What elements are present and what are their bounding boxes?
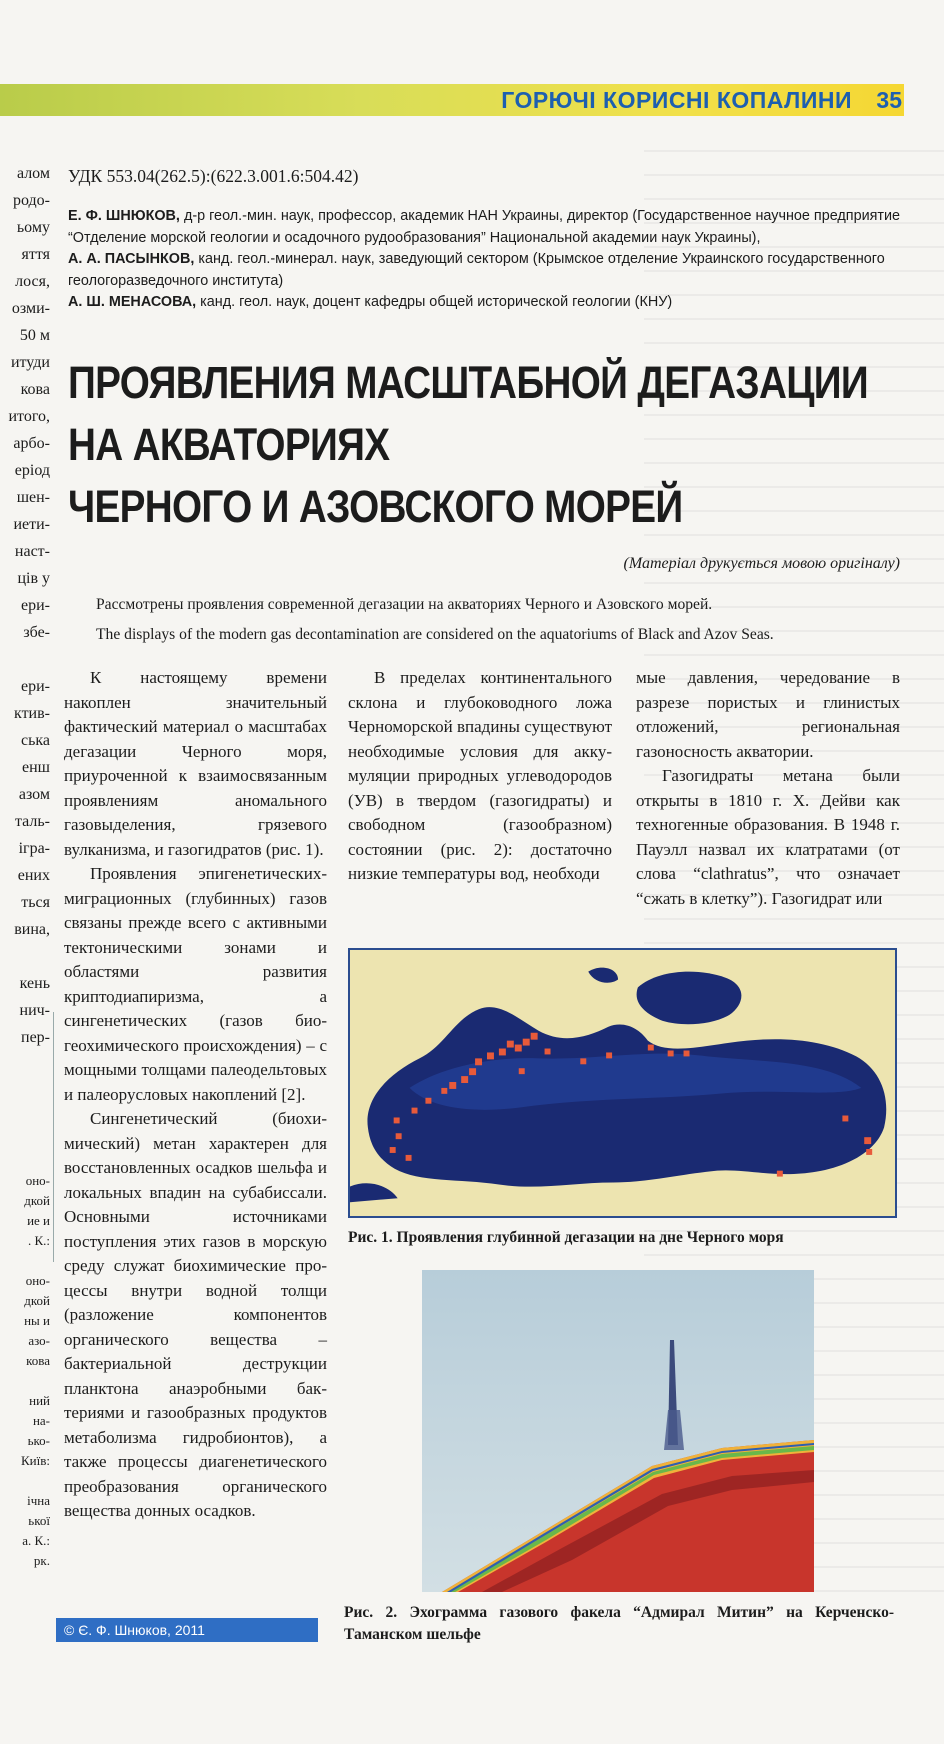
fragment-line: вина, <box>14 921 50 938</box>
fragment-line: азо- <box>28 1333 50 1348</box>
fragment-line: оно- <box>25 1173 50 1188</box>
fragment-line: а. К.: <box>22 1533 50 1548</box>
copyright-bar: © Є. Ф. Шнюков, 2011 <box>56 1618 318 1642</box>
text-column-1 <box>64 666 327 1524</box>
fragment-line <box>0 1371 50 1391</box>
fragment-line: ених <box>17 867 50 884</box>
authors-block <box>68 206 908 314</box>
fragment-line: оно- <box>25 1273 50 1288</box>
fragment-line <box>0 1251 50 1271</box>
paragraph: Газогидраты метана были открыты в 1810 г. Х. Дейви как техногенные образования. В 1948 г. Пауэлл назвал их клатратами (от слова “clathratus”, что означает “сжать в клетку”). Газогидрат или <box>636 766 900 908</box>
paragraph: мые давления, чередование в разрезе пористых и глинистых отложений, региональная газоносность акватории. <box>636 668 900 761</box>
author-details: д-р геол.-мин. наук, профессор, академик НАН Украины, директор (Государственное научное предприятие “Отделение морской геологии и осадочного рудообразования” Национальной академии наук Украины), <box>68 208 901 246</box>
fragment-line: кень <box>19 975 50 992</box>
fragment-line: ьому <box>16 219 50 236</box>
fragment-line: ери- <box>21 597 50 614</box>
fragment-line: ери- <box>21 678 50 695</box>
author-entry <box>68 206 908 249</box>
fragment-line: на- <box>32 1413 50 1428</box>
paragraph: К настоящему времени накоплен значительный фактический материал о масштабах дегазации Черного моря, приуроченной к взаимосвязанным проявлениям аномального газовыделения, грязевого вулканизма, и газогидратов (рис. 1). <box>64 668 327 859</box>
udk-code: УДК 553.04(262.5):(622.3.001.6:504.42) <box>68 166 359 186</box>
fragment-line: яття <box>21 246 50 263</box>
text-column-2 <box>348 666 612 887</box>
title-line: НА АКВАТОРИЯХ <box>68 419 390 470</box>
title-line: ЧЕРНОГО И АЗОВСКОГО МОРЕЙ <box>68 481 683 532</box>
title-line: ПРОЯВЛЕНИЯ МАСШТАБНОЙ ДЕГАЗАЦИИ <box>68 357 869 408</box>
fragment-line: шен- <box>16 489 50 506</box>
black-sea-map-image <box>350 950 895 1216</box>
section-title: ГОРЮЧІ КОРИСНІ КОПАЛИНИ <box>501 87 852 113</box>
fragment-line <box>0 943 50 970</box>
fragment-line: енш <box>22 759 50 776</box>
text-column-3 <box>636 666 900 911</box>
fragment-line: дкой <box>24 1193 50 1208</box>
fragment-line <box>0 646 50 673</box>
figure-2-caption: Рис. 2. Эхограмма газового факела “Адмирал Митин” на Керченско-Таманском шельфе <box>344 1604 894 1643</box>
fragment-line: наст- <box>14 543 50 560</box>
fragment-line: 50 м <box>19 327 50 344</box>
paragraph: В пределах континентального склона и глубоководного ложа Черноморской впадины существуют необходимые условия для аккумуляции природных углеводородов (УВ) в твердом (газогидраты) и свободном (газообразном) состоянии (рис. 2): достаточно низкие температуры вод, необходи <box>348 668 612 883</box>
author-name: Е. Ф. ШНЮКОВ, <box>68 208 180 224</box>
language-note: (Матеріал друкується мовою оригіналу) <box>623 555 900 572</box>
fragment-line: ська <box>20 732 50 749</box>
fragment-line: ько- <box>27 1433 50 1448</box>
fragment-line: лося, <box>15 273 50 290</box>
fragment-line: алом <box>16 165 50 182</box>
fragment-line: арбо- <box>13 435 50 452</box>
fragment-line: иети- <box>13 516 50 533</box>
fragment-line: Київ: <box>21 1453 50 1468</box>
fragment-line: ний <box>29 1393 50 1408</box>
figure-1-caption: Рис. 1. Проявления глубинной дегазации на дне Черного моря <box>348 1229 784 1246</box>
author-details: канд. геол. наук, доцент кафедры общей исторической геологии (КНУ) <box>200 294 673 310</box>
fragment-gap <box>0 1051 50 1171</box>
fragment-line: ької <box>28 1513 50 1528</box>
author-entry <box>68 249 908 292</box>
fragment-line: ны и <box>24 1313 50 1328</box>
fragment-line: азом <box>18 786 50 803</box>
author-name: А. Ш. МЕНАСОВА, <box>68 294 197 310</box>
column-divider <box>53 1012 54 1262</box>
fragment-line: ктив- <box>14 705 50 722</box>
fragment-line: нич- <box>19 1002 50 1019</box>
author-name: А. А. ПАСЫНКОВ, <box>68 251 195 267</box>
fragment-line: ігра- <box>18 840 50 857</box>
fragment-line: кова <box>20 381 50 398</box>
fragment-line: еріод <box>14 462 50 479</box>
author-details: канд. геол.-минерал. наук, заведующий сектором (Крымское отделение Украинского государственного геологоразведочного института) <box>68 251 885 289</box>
fragment-line: кова <box>26 1353 50 1368</box>
fragment-line: ться <box>21 894 50 911</box>
fragment-line <box>0 1471 50 1491</box>
fragment-line: ців у <box>17 570 50 587</box>
fragment-line: збе- <box>23 624 50 641</box>
paragraph: Проявления эпигенетических-миграционных (глубинных) газов связаны прежде всего с активными тектоническими зонами и областями развития криптодиапиризма, а сингенетических (газов биогеохимического происхождения) – с мощными толщами палеодельтовых и палеорусловых накоплений [2]. <box>64 864 327 1104</box>
echogram-image <box>422 1270 814 1592</box>
figure-2-echogram <box>422 1270 814 1592</box>
fragment-line: . К.: <box>27 1233 50 1248</box>
fragment-line: рк. <box>33 1553 50 1568</box>
fragment-line: озми- <box>11 300 50 317</box>
fragment-line: пер- <box>21 1029 50 1046</box>
author-entry <box>68 292 908 314</box>
paragraph: Сингенетический (биохимический) метан характерен для восстановленных осадков шельфа и локальных впадин на субабиссали. Основными источниками поступления этих газов в морскую среду служат биохимические процессы внутри водной толщи (разложение компонентов органического вещества – бактериальной деструкции планктона анаэробными бактериями и газообразных продуктов метаболизма гидробионтов), а также процессы диагенетического преобразования органического вещества донных осадков. <box>64 1109 327 1520</box>
fragment-line: ие и <box>27 1213 50 1228</box>
previous-article-fragment <box>0 160 50 1571</box>
article-title <box>68 352 928 538</box>
fragment-line: итуди <box>10 354 50 371</box>
abstract-en: The displays of the modern gas decontamination are considered on the aquatoriums of Black and Azov Seas. <box>96 626 774 643</box>
fragment-line: таль- <box>14 813 50 830</box>
figure-1-black-sea-map <box>348 948 897 1218</box>
fragment-line: дкой <box>24 1293 50 1308</box>
fragment-line: родо- <box>12 192 50 209</box>
fragment-line: итого, <box>8 408 50 425</box>
page-number: 35 <box>876 87 902 113</box>
abstract-ru: Рассмотрены проявления современной дегазации на акваториях Черного и Азовского морей. <box>96 596 713 613</box>
fragment-line: ічна <box>27 1493 50 1508</box>
